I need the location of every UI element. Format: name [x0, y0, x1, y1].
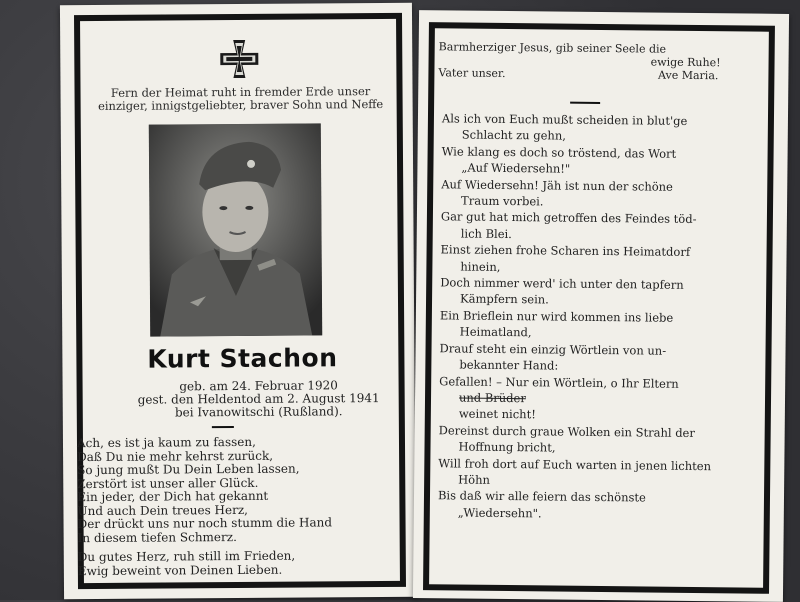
- poem-line: lich Blei.: [460, 226, 512, 241]
- poem-line: Ein jeder, der Dich hat gekannt: [77, 488, 269, 505]
- prayer-line: Barmherziger Jesus, gib seiner Seele die: [438, 40, 667, 56]
- death-place-line: bei Ivanowitschi (Rußland).: [174, 404, 343, 420]
- poem-line: „Wiedersehn".: [457, 505, 542, 521]
- closing-line: Du gutes Herz, ruh still im Frieden,: [77, 548, 296, 565]
- poem-line: Auf Wiedersehn! Jäh ist nun der schöne: [441, 176, 673, 194]
- vater-unser: Vater unser.: [438, 66, 506, 80]
- poem-line: Heimatland,: [459, 324, 532, 340]
- soldier-portrait-photo: [149, 123, 322, 336]
- opening-text: Fern der Heimat ruht in fremder Erde unser einziger, innigstgeliebter, braver Sohn und Neffe: [97, 84, 384, 113]
- poem-line: [439, 389, 739, 425]
- divider: [212, 426, 234, 428]
- poem-line: Schlacht zu gehn,: [461, 127, 566, 144]
- poem-line: Hoffnung bricht,: [458, 439, 556, 455]
- poem-line: So jung mußt Du Dein Leben lassen,: [77, 461, 300, 478]
- poem-line: Höhn: [458, 472, 491, 487]
- life-dates: [119, 379, 399, 420]
- closing-line: Ewig beweint von Deinen Lieben.: [77, 562, 283, 578]
- poem-line: hinein,: [460, 259, 501, 274]
- struck-through-text: und Brüder: [458, 390, 526, 406]
- death-date-line: gest. den Heldentod am 2. August 1941: [137, 391, 380, 407]
- poem-line: Zerstört ist unser aller Glück.: [77, 475, 259, 491]
- memorial-poem: [77, 435, 378, 578]
- poem-line: Und auch Dein treues Herz,: [77, 502, 249, 518]
- birth-date-line: geb. am 24. Februar 1920: [179, 378, 338, 394]
- poem-line: Daß Du nie mehr kehrst zurück,: [77, 448, 274, 464]
- ave-maria: Ave Maria.: [657, 68, 719, 83]
- poem-line: Drauf steht ein einzig Wörtlein von un-: [439, 340, 667, 358]
- poem-line: Wie klang es doch so tröstend, das Wort: [441, 144, 677, 161]
- poem-text: weinet nicht!: [458, 406, 536, 422]
- poem-line: Will froh dort auf Euch warten in jenen lichten: [438, 455, 712, 473]
- divider: [570, 102, 600, 104]
- poem-line: Dereinst durch graue Wolken ein Strahl der: [438, 423, 695, 440]
- poem-line: Traum vorbei.: [461, 193, 544, 209]
- poem-line: Ein Brieflein nur wird kommen ins liebe: [439, 308, 674, 325]
- poem-line: Bis daß wir alle feiern das schönste: [437, 488, 646, 505]
- memorial-card-left: [60, 3, 416, 599]
- poem-line: Der drückt uns nur noch stumm die Hand: [77, 515, 333, 532]
- poem-line: „Auf Wiedersehn!": [461, 160, 571, 176]
- poem-line: Ach, es ist ja kaum zu fassen,: [76, 434, 256, 451]
- iron-cross-icon: [218, 38, 260, 80]
- poem-line: Doch nimmer werd' ich unter den tapfern: [440, 275, 684, 292]
- poem-line: bekannter Hand:: [459, 357, 559, 373]
- poem-line: Einst ziehen frohe Scharen ins Heimatdorf: [440, 242, 691, 260]
- memorial-card-right: [413, 10, 789, 602]
- deceased-name: Kurt Stachon: [147, 343, 338, 374]
- poem-line: Kämpfern sein.: [459, 291, 549, 307]
- poem-line: Gar gut hat mich getroffen des Feindes töd-: [440, 209, 697, 227]
- poem-line: Als ich von Euch mußt scheiden in blut'ge: [441, 111, 688, 128]
- farewell-poem: [438, 110, 742, 523]
- prayer-line: ewige Ruhe!: [650, 55, 721, 70]
- poem-text: Gefallen! – Nur ein Wörtlein, o Ihr Eltern: [439, 373, 679, 391]
- poem-line: In diesem tiefen Schmerz.: [77, 529, 237, 545]
- prayer-block: [438, 40, 728, 82]
